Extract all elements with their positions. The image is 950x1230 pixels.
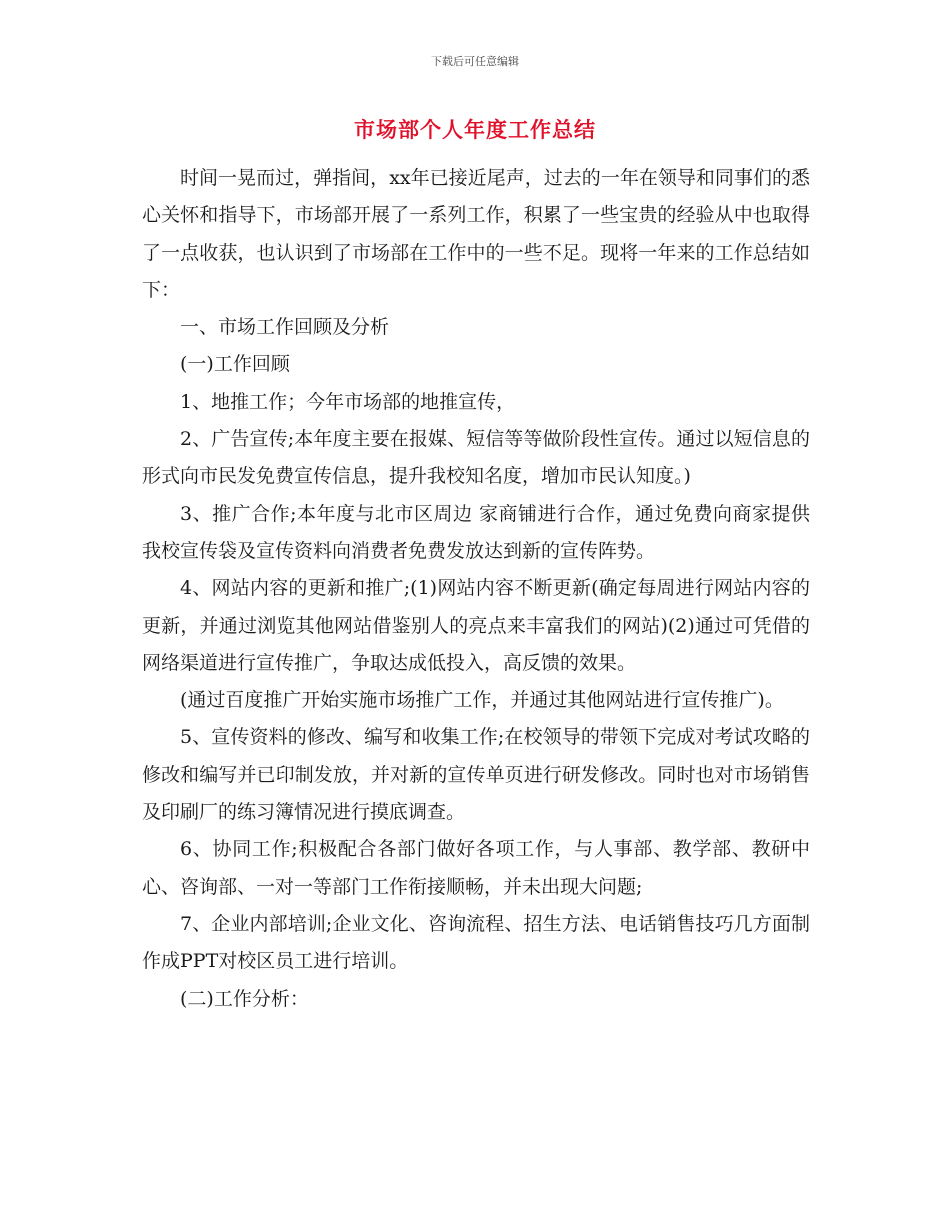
section-heading-1: 一、市场工作回顾及分析 — [180, 316, 390, 339]
document-title: 市场部个人年度工作总结 — [354, 117, 596, 142]
paragraph-item-2: 2、广告宣传;本年度主要在报媒、短信等等做阶段性宣传。通过以短信息的形式向市民发免费宣传信息，提升我校知名度，增加市民认知度。) — [142, 428, 810, 488]
paragraph-item-4-note: (通过百度推广开始实施市场推广工作，并通过其他网站进行宣传推广)。 — [180, 689, 784, 712]
paragraph-item-7: 7、企业内部培训;企业文化、咨询流程、招生方法、电话销售技巧几方面制作成PPT对校区员工进行培训。 — [142, 912, 810, 973]
paragraph-intro: 时间一晃而过，弹指间，xx年已接近尾声，过去的一年在领导和同事们的悉心关怀和指导下，市场部开展了一系列工作，积累了一些宝贵的经验从中也取得了一点收获，也认识到了市场部在工作中的一些不足。现将一年来的工作总结如下： — [142, 167, 810, 301]
paragraph-item-1: 1、地推工作；今年市场部的地推宣传， — [180, 390, 516, 413]
paragraph-item-4: 4、网站内容的更新和推广;(1)网站内容不断更新(确定每周进行网站内容的更新，并通过浏览其他网站借鉴别人的亮点来丰富我们的网站)(2)通过可凭借的网络渠道进行宣传推广，争取达成低投入，高反馈的效果。 — [142, 577, 810, 674]
paragraph-item-6: 6、协同工作;积极配合各部门做好各项工作，与人事部、教学部、教研中心、咨询部、一对一等部门工作衔接顺畅，并未出现大问题; — [142, 838, 810, 898]
subsection-heading-2: (二)工作分析： — [180, 987, 309, 1010]
document-body — [142, 160, 810, 1018]
header-note: 下载后可任意编辑 — [431, 55, 519, 68]
paragraph-item-5: 5、宣传资料的修改、编写和收集工作;在校领导的带领下完成对考试攻略的修改和编写并已印制发放，并对新的宣传单页进行研发修改。同时也对市场销售及印刷厂的练习簿情况进行摸底调查。 — [142, 726, 810, 824]
paragraph-item-3: 3、推广合作;本年度与北市区周边 家商铺进行合作，通过免费向商家提供我校宣传袋及宣传资料向消费者免费发放达到新的宣传阵势。 — [142, 502, 810, 562]
subsection-heading-1: (一)工作回顾 — [180, 353, 290, 376]
